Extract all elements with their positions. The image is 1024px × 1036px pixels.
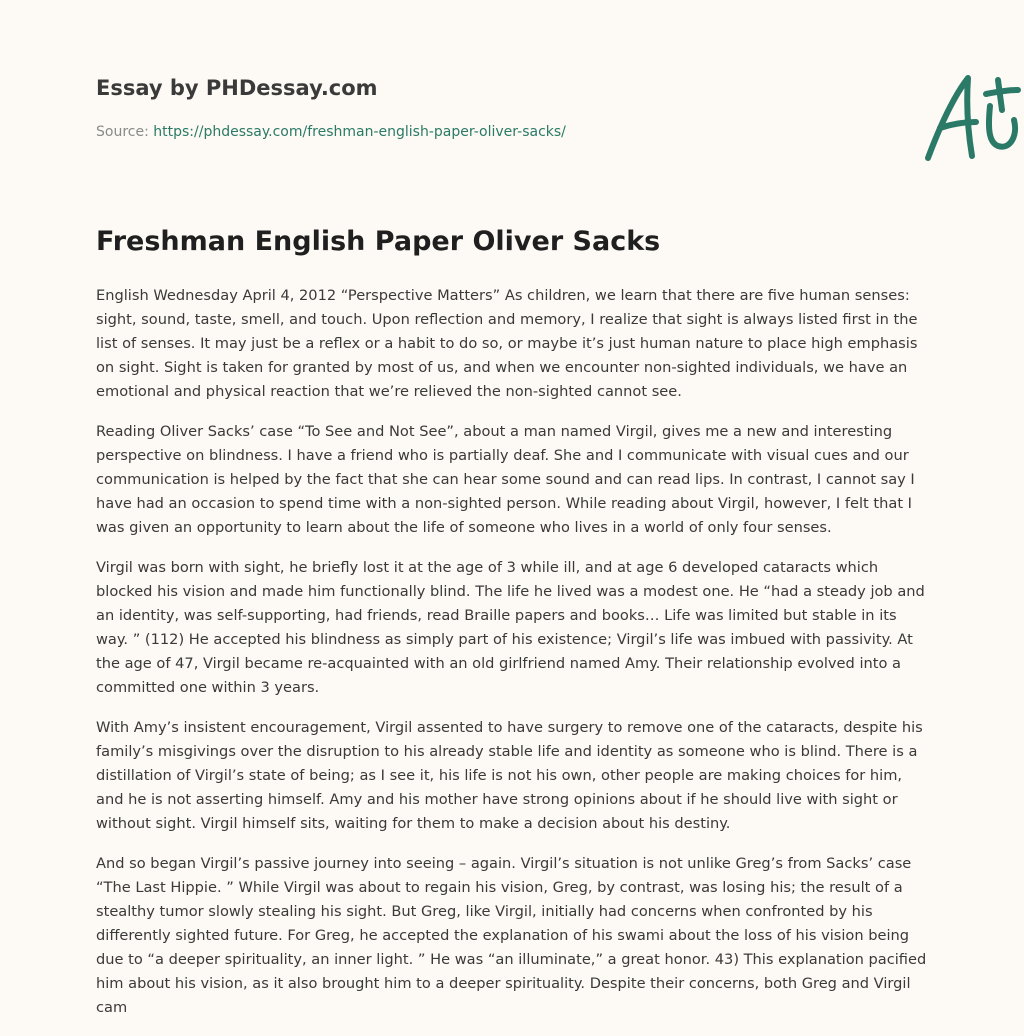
essay-paragraph: With Amy’s insistent encouragement, Virgil assented to have surgery to remove one of the cataracts, despite his family’s misgivings over the disruption to his already stable life and identity as someone who is blind. There is a distillation of Virgil’s state of being; as I see it, his life is not his own, other people are making choices for him, and he is not asserting himself. Amy and his mother have strong opinions about if he should live with sight or without sight. Virgil himself sits, waiting for them to make a decision about his destiny. xyxy=(96,719,923,832)
site-brand: Essay by PHDessay.com xyxy=(96,76,378,100)
source-label: Source: xyxy=(96,124,149,140)
essay-body xyxy=(96,284,928,1036)
essay-paragraph: Reading Oliver Sacks’ case “To See and Not See”, about a man named Virgil, gives me a new and interesting perspective on blindness. I have a friend who is partially deaf. She and I communicate with visual cues and our communication is helped by the fact that she can hear some sound and can read lips. In contrast, I cannot say I have had an occasion to spend time with a non-sighted person. While reading about Virgil, however, I felt that I was given an opportunity to learn about the life of someone who lives in a world of only four senses. xyxy=(96,423,915,536)
logo-text: A+ xyxy=(918,66,920,67)
essay-paragraph: Virgil was born with sight, he briefly lost it at the age of 3 while ill, and at age 6 developed cataracts which blocked his vision and made him functionally blind. The life he lived was a modest one. He “had a steady job and an identity, was self-supporting, had friends, read Braille papers and books… Life was limited but stable in its way. ” (112) He accepted his blindness as simply part of his existence; Virgil’s life was imbued with passivity. At the age of 47, Virgil became re-acquainted with an old girlfriend named Amy. Their relationship evolved into a committed one within 3 years. xyxy=(96,559,925,696)
source-link[interactable]: https://phdessay.com/freshman-english-paper-oliver-sacks/ xyxy=(153,124,566,140)
essay-title: Freshman English Paper Oliver Sacks xyxy=(96,226,661,257)
source-line xyxy=(96,124,566,140)
essay-paragraph: And so began Virgil’s passive journey into seeing – again. Virgil’s situation is not unlike Greg’s from Sacks’ case “The Last Hippie. ” While Virgil was about to regain his vision, Greg, by contrast, was losing his; the result of a stealthy tumor slowly stealing his sight. But Greg, like Virgil, initially had concerns when confronted by his differently sighted future. For Greg, he accepted the explanation of his swami about the loss of his vision being due to “a deeper spirituality, an inner light. ” He was “an illuminate,” a great honor. 43) This explanation pacified him about his vision, as it also brought him to a deeper spirituality. Despite their concerns, both Greg and Virgil cam xyxy=(96,855,927,1016)
essay-paragraph: English Wednesday April 4, 2012 “Perspective Matters” As children, we learn that there are five human senses: sight, sound, taste, smell, and touch. Upon reflection and memory, I realize that sight is always listed first in the list of senses. It may just be a reflex or a habit to do so, or maybe it’s just human nature to place high emphasis on sight. Sight is taken for granted by most of us, and when we encounter non-sighted individuals, we have an emotional and physical reaction that we’re relieved the non-sighted cannot see. xyxy=(96,287,918,400)
a-plus-logo-icon xyxy=(918,66,1024,166)
